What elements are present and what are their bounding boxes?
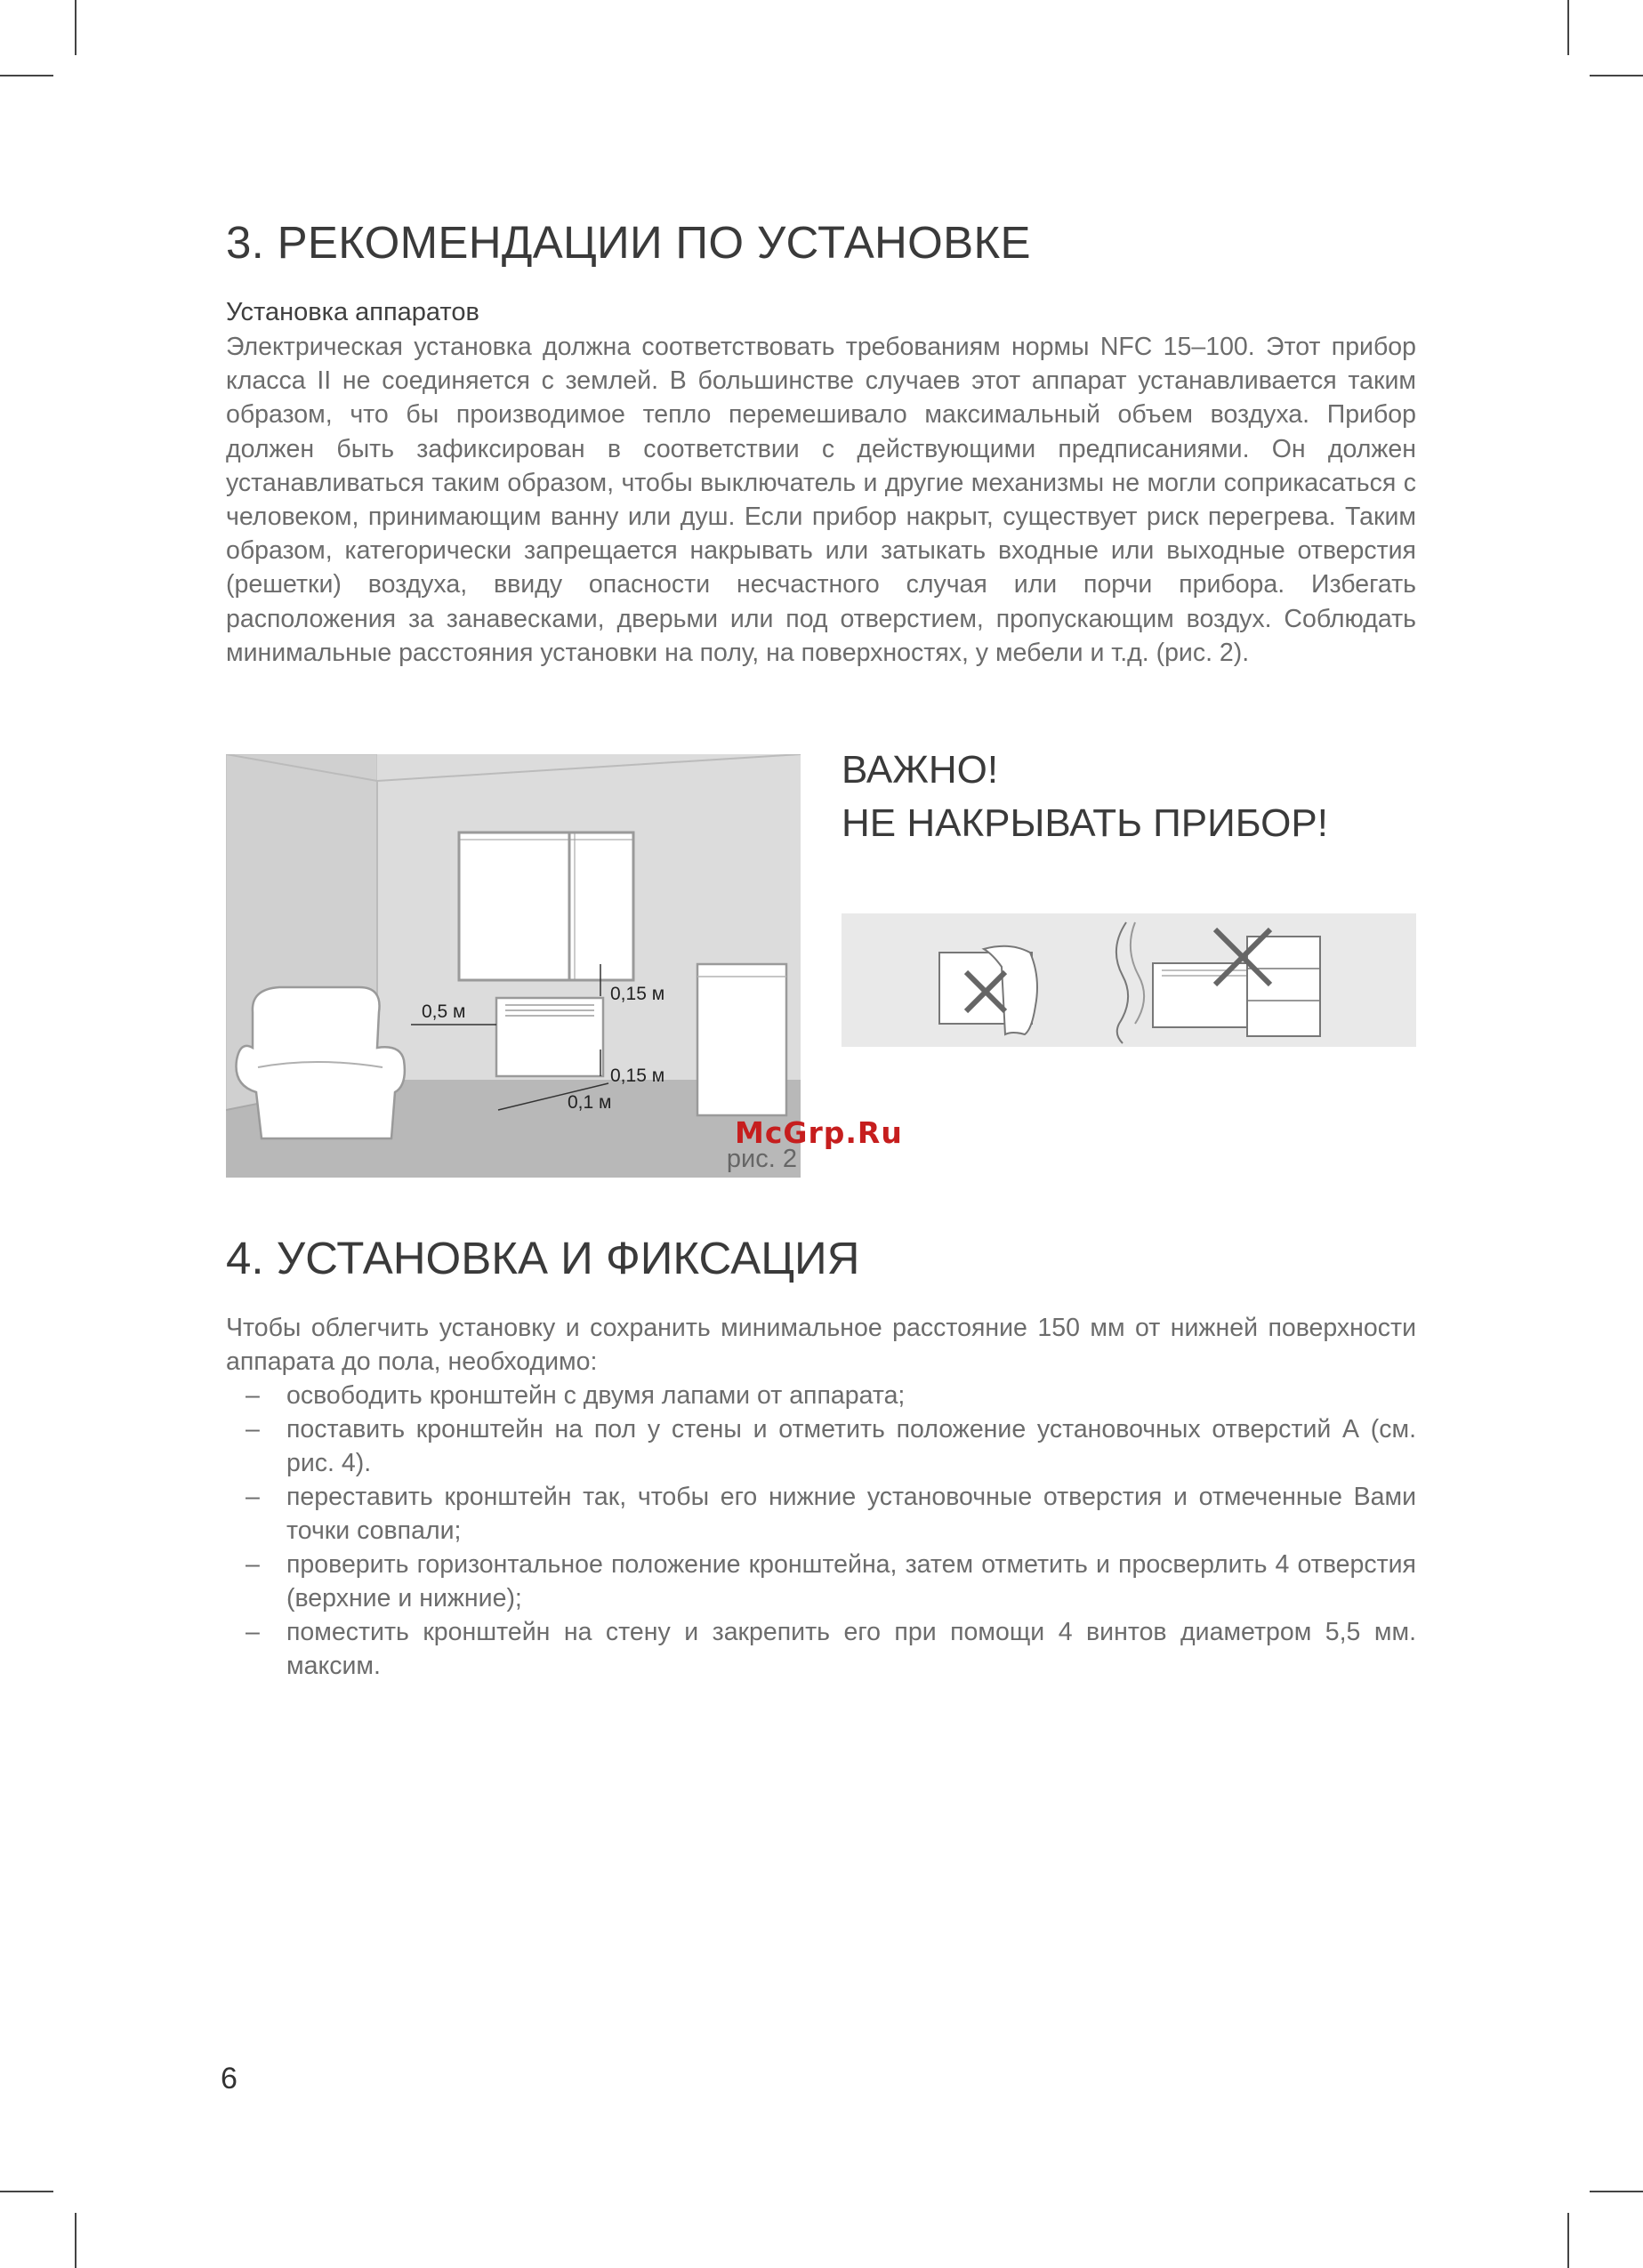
section-3-subheading: Установка аппаратов	[226, 298, 479, 326]
dim-label-top: 0,15 м	[610, 984, 665, 1004]
cabinet	[697, 964, 786, 1115]
section-3-heading: 3. РЕКОМЕНДАЦИИ ПО УСТАНОВКЕ	[226, 217, 1031, 268]
installation-steps-list	[226, 1379, 1416, 1683]
curtain-icon	[1131, 922, 1144, 1024]
step-text: освободить кронштейн с двумя лапами от аппарата;	[286, 1381, 906, 1410]
cabinet-icon	[1247, 937, 1320, 1036]
dim-label-armchair: 0,5 м	[422, 1001, 466, 1022]
important-line-1: ВАЖНО!	[842, 748, 999, 792]
step-text: поместить кронштейн на стену и закрепить его при помощи 4 винтов диаметром 5,5 мм. максим.	[286, 1618, 1416, 1680]
important-notice	[842, 744, 1328, 850]
list-dash: –	[246, 1618, 260, 1646]
dim-label-bottom: 0,15 м	[610, 1066, 665, 1086]
crop-mark	[75, 0, 77, 55]
figure-caption: рис. 2	[726, 1145, 797, 1173]
list-dash: –	[246, 1381, 260, 1410]
list-dash: –	[246, 1415, 260, 1444]
window	[459, 832, 633, 980]
crop-mark	[1590, 2191, 1643, 2192]
curtain-icon	[1116, 922, 1128, 1043]
step-text: переставить кронштейн так, чтобы его нижние установочные отверстия и отмеченные Вами точки совпали;	[286, 1483, 1416, 1545]
crop-mark	[75, 2213, 77, 2268]
section-4-intro: Чтобы облегчить установку и сохранить минимальное расстояние 150 мм от нижней поверхности аппарата до пола, необходимо:	[226, 1314, 1416, 1376]
section-4-heading: 4. УСТАНОВКА И ФИКСАЦИЯ	[226, 1233, 860, 1283]
step-text: проверить горизонтальное положение кронштейна, затем отметить и просверлить 4 отверстия (верхние и нижние);	[286, 1550, 1416, 1613]
step-text: поставить кронштейн на пол у стены и отметить положение установочных отверстий А (см. рис. 4).	[286, 1415, 1416, 1477]
list-item	[226, 1615, 1416, 1683]
do-not-cover-drawing	[842, 913, 1416, 1047]
list-dash: –	[246, 1483, 260, 1511]
important-line-2: НЕ НАКРЫВАТЬ ПРИБОР!	[842, 801, 1328, 845]
list-item	[226, 1412, 1416, 1480]
section-3-paragraph: Электрическая установка должна соответствовать требованиям нормы NFC 15–100. Этот прибор класса II не соединяется с землей. В большинстве случаев этот аппарат устанавливается таким образом, что бы производимое тепло перемешивало максимальный объем воздуха. Прибор должен быть зафиксирован в соответствии с действующими предписаниями. Он должен устанавливаться таким образом, чтобы выключатель и другие механизмы не могли соприкасаться с человеком, принимающим ванну или душ. Если прибор накрыт, существует риск перегрева. Таким образом, категорически запрещается накрывать или затыкать входные или выходные отверстия (решетки) воздуха, ввиду опасности несчастного случая или порчи прибора. Избегать расположения за занавесками, дверьми или под отверстием, пропускающим воздух. Соблюдать минимальные расстояния установки на полу, на поверхностях, у мебели и т.д. (рис. 2).	[226, 333, 1416, 667]
page-number: 6	[221, 2062, 238, 2095]
watermark: McGrp.Ru	[735, 1115, 903, 1150]
figure-2-room-illustration	[226, 754, 801, 1178]
crop-mark	[0, 2191, 53, 2192]
room-drawing	[226, 754, 801, 1178]
list-item	[226, 1480, 1416, 1548]
dim-label-floor: 0,1 м	[568, 1092, 612, 1113]
crop-mark	[1567, 0, 1569, 55]
heater-icon	[1153, 963, 1258, 1027]
list-dash: –	[246, 1550, 260, 1579]
list-item	[226, 1548, 1416, 1615]
do-not-cover-illustration	[842, 913, 1416, 1047]
crop-mark	[1567, 2213, 1569, 2268]
list-item	[226, 1379, 1416, 1412]
crop-mark	[0, 75, 53, 76]
crop-mark	[1590, 75, 1643, 76]
